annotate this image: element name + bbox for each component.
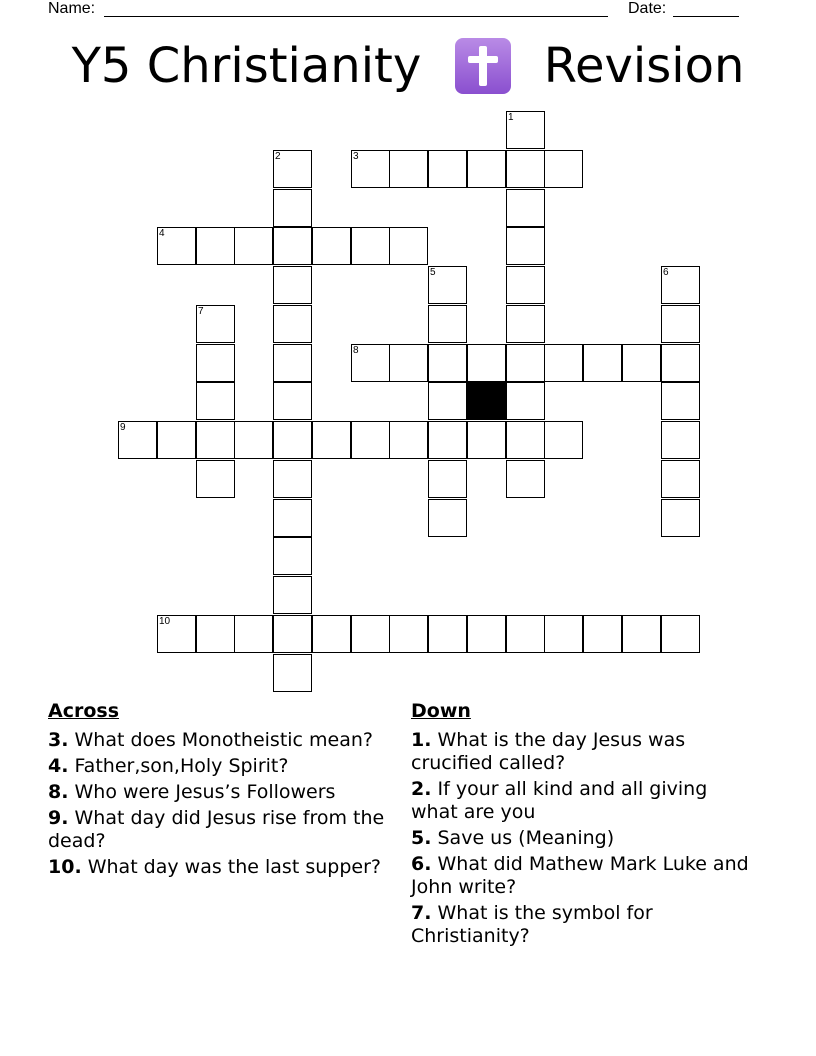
grid-cell[interactable] xyxy=(273,460,312,498)
grid-cell[interactable] xyxy=(312,615,351,653)
grid-cell[interactable] xyxy=(544,150,583,188)
grid-cell[interactable] xyxy=(428,615,467,653)
grid-cell[interactable] xyxy=(661,460,700,498)
clue-number: 1 xyxy=(508,112,514,123)
title-left: Y5 Christianity xyxy=(71,38,422,94)
clue-number: 8 xyxy=(353,345,359,356)
grid-cell[interactable] xyxy=(157,615,196,653)
grid-cell[interactable] xyxy=(273,654,312,692)
title-right: Revision xyxy=(543,38,745,94)
grid-cell[interactable] xyxy=(273,227,312,265)
grid-cell[interactable] xyxy=(351,344,390,382)
grid-cell[interactable] xyxy=(544,344,583,382)
clue-down-2: 2. If your all kind and all giving what are you xyxy=(411,778,708,823)
grid-cell[interactable] xyxy=(661,344,700,382)
clue-down-5: 5. Save us (Meaning) xyxy=(411,827,615,849)
grid-cell[interactable] xyxy=(506,266,545,304)
clue-number: 9 xyxy=(120,422,126,433)
clue-number: 5 xyxy=(430,267,436,278)
grid-cell[interactable] xyxy=(544,421,583,459)
grid-cell[interactable] xyxy=(389,227,428,265)
grid-cell[interactable] xyxy=(157,421,196,459)
grid-cell[interactable] xyxy=(273,266,312,304)
clue-number: 3 xyxy=(353,151,359,162)
grid-cell[interactable] xyxy=(312,227,351,265)
grid-cell[interactable] xyxy=(661,421,700,459)
clue-across-10: 10. What day was the last supper? xyxy=(48,856,381,878)
down-clues xyxy=(411,700,751,951)
grid-cell[interactable] xyxy=(544,615,583,653)
grid-cell[interactable] xyxy=(428,421,467,459)
grid-cell[interactable] xyxy=(273,382,312,420)
clue-across-9: 9. What day did Jesus rise from the dead? xyxy=(48,807,385,852)
grid-cell[interactable] xyxy=(196,421,235,459)
name-label: Name: xyxy=(48,0,96,17)
clue-across-3: 3. What does Monotheistic mean? xyxy=(48,729,373,751)
grid-cell[interactable] xyxy=(506,150,545,188)
clue-down-1: 1. What is the day Jesus was crucified called? xyxy=(411,729,686,774)
grid-cell[interactable] xyxy=(506,460,545,498)
grid-cell[interactable] xyxy=(273,189,312,227)
clue-down-7: 7. What is the symbol for Christianity? xyxy=(411,902,653,947)
grid-cell[interactable] xyxy=(506,305,545,343)
grid-cell[interactable] xyxy=(196,460,235,498)
grid-cell[interactable] xyxy=(622,344,661,382)
grid-cell[interactable] xyxy=(196,227,235,265)
grid-cell[interactable] xyxy=(428,460,467,498)
clue-down-6: 6. What did Mathew Mark Luke and John write? xyxy=(411,853,749,898)
clue-number: 4 xyxy=(159,228,165,239)
grid-cell[interactable] xyxy=(467,344,506,382)
grid-cell[interactable] xyxy=(661,266,700,304)
grid-cell[interactable] xyxy=(389,615,428,653)
grid-cell[interactable] xyxy=(273,150,312,188)
grid-cell[interactable] xyxy=(389,344,428,382)
grid-cell[interactable] xyxy=(622,615,661,653)
grid-cell[interactable] xyxy=(583,344,622,382)
grid-cell[interactable] xyxy=(196,615,235,653)
across-clues xyxy=(48,700,388,882)
grid-cell[interactable] xyxy=(506,382,545,420)
grid-cell[interactable] xyxy=(428,266,467,304)
grid-cell[interactable] xyxy=(389,150,428,188)
clue-number: 6 xyxy=(663,267,669,278)
grid-cell[interactable] xyxy=(273,344,312,382)
across-heading: Across xyxy=(48,700,120,722)
grid-cell[interactable] xyxy=(506,421,545,459)
grid-cell[interactable] xyxy=(234,615,273,653)
grid-cell[interactable] xyxy=(661,305,700,343)
grid-cell[interactable] xyxy=(506,344,545,382)
grid-cell[interactable] xyxy=(234,227,273,265)
grid-cell[interactable] xyxy=(389,421,428,459)
grid-cell[interactable] xyxy=(273,421,312,459)
grid-cell[interactable] xyxy=(234,421,273,459)
grid-cell[interactable] xyxy=(428,382,467,420)
grid-cell[interactable] xyxy=(273,615,312,653)
grid-cell[interactable] xyxy=(273,499,312,537)
clue-number: 2 xyxy=(275,151,281,162)
grid-cell[interactable] xyxy=(351,421,390,459)
grid-cell[interactable] xyxy=(196,382,235,420)
clue-number: 7 xyxy=(198,306,204,317)
grid-cell[interactable] xyxy=(157,227,196,265)
grid-cell[interactable] xyxy=(467,615,506,653)
grid-cell[interactable] xyxy=(467,421,506,459)
clue-number: 10 xyxy=(159,616,171,627)
grid-cell[interactable] xyxy=(661,382,700,420)
grid-cell[interactable] xyxy=(273,537,312,575)
grid-cell[interactable] xyxy=(273,305,312,343)
down-heading: Down xyxy=(411,700,471,722)
grid-cell[interactable] xyxy=(428,305,467,343)
grid-cell[interactable] xyxy=(196,344,235,382)
grid-cell[interactable] xyxy=(118,421,157,459)
grid-cell[interactable] xyxy=(467,150,506,188)
grid-cell[interactable] xyxy=(661,615,700,653)
grid-cell[interactable] xyxy=(428,344,467,382)
grid-cell[interactable] xyxy=(506,189,545,227)
grid-cell[interactable] xyxy=(351,227,390,265)
grid-cell[interactable] xyxy=(661,499,700,537)
clue-across-8: 8. Who were Jesus’s Followers xyxy=(48,781,336,803)
grid-cell[interactable] xyxy=(351,150,390,188)
grid-cell[interactable] xyxy=(196,305,235,343)
grid-cell[interactable] xyxy=(506,227,545,265)
date-label: Date: xyxy=(628,0,667,17)
grid-cell[interactable] xyxy=(312,421,351,459)
grid-cell[interactable] xyxy=(428,150,467,188)
grid-cell[interactable] xyxy=(506,111,545,149)
grid-cell[interactable] xyxy=(583,615,622,653)
grid-cell[interactable] xyxy=(351,615,390,653)
shaded-cell xyxy=(467,382,506,420)
grid-cell[interactable] xyxy=(506,615,545,653)
grid-cell[interactable] xyxy=(428,499,467,537)
grid-cell[interactable] xyxy=(273,576,312,614)
clue-across-4: 4. Father,son,Holy Spirit? xyxy=(48,755,289,777)
